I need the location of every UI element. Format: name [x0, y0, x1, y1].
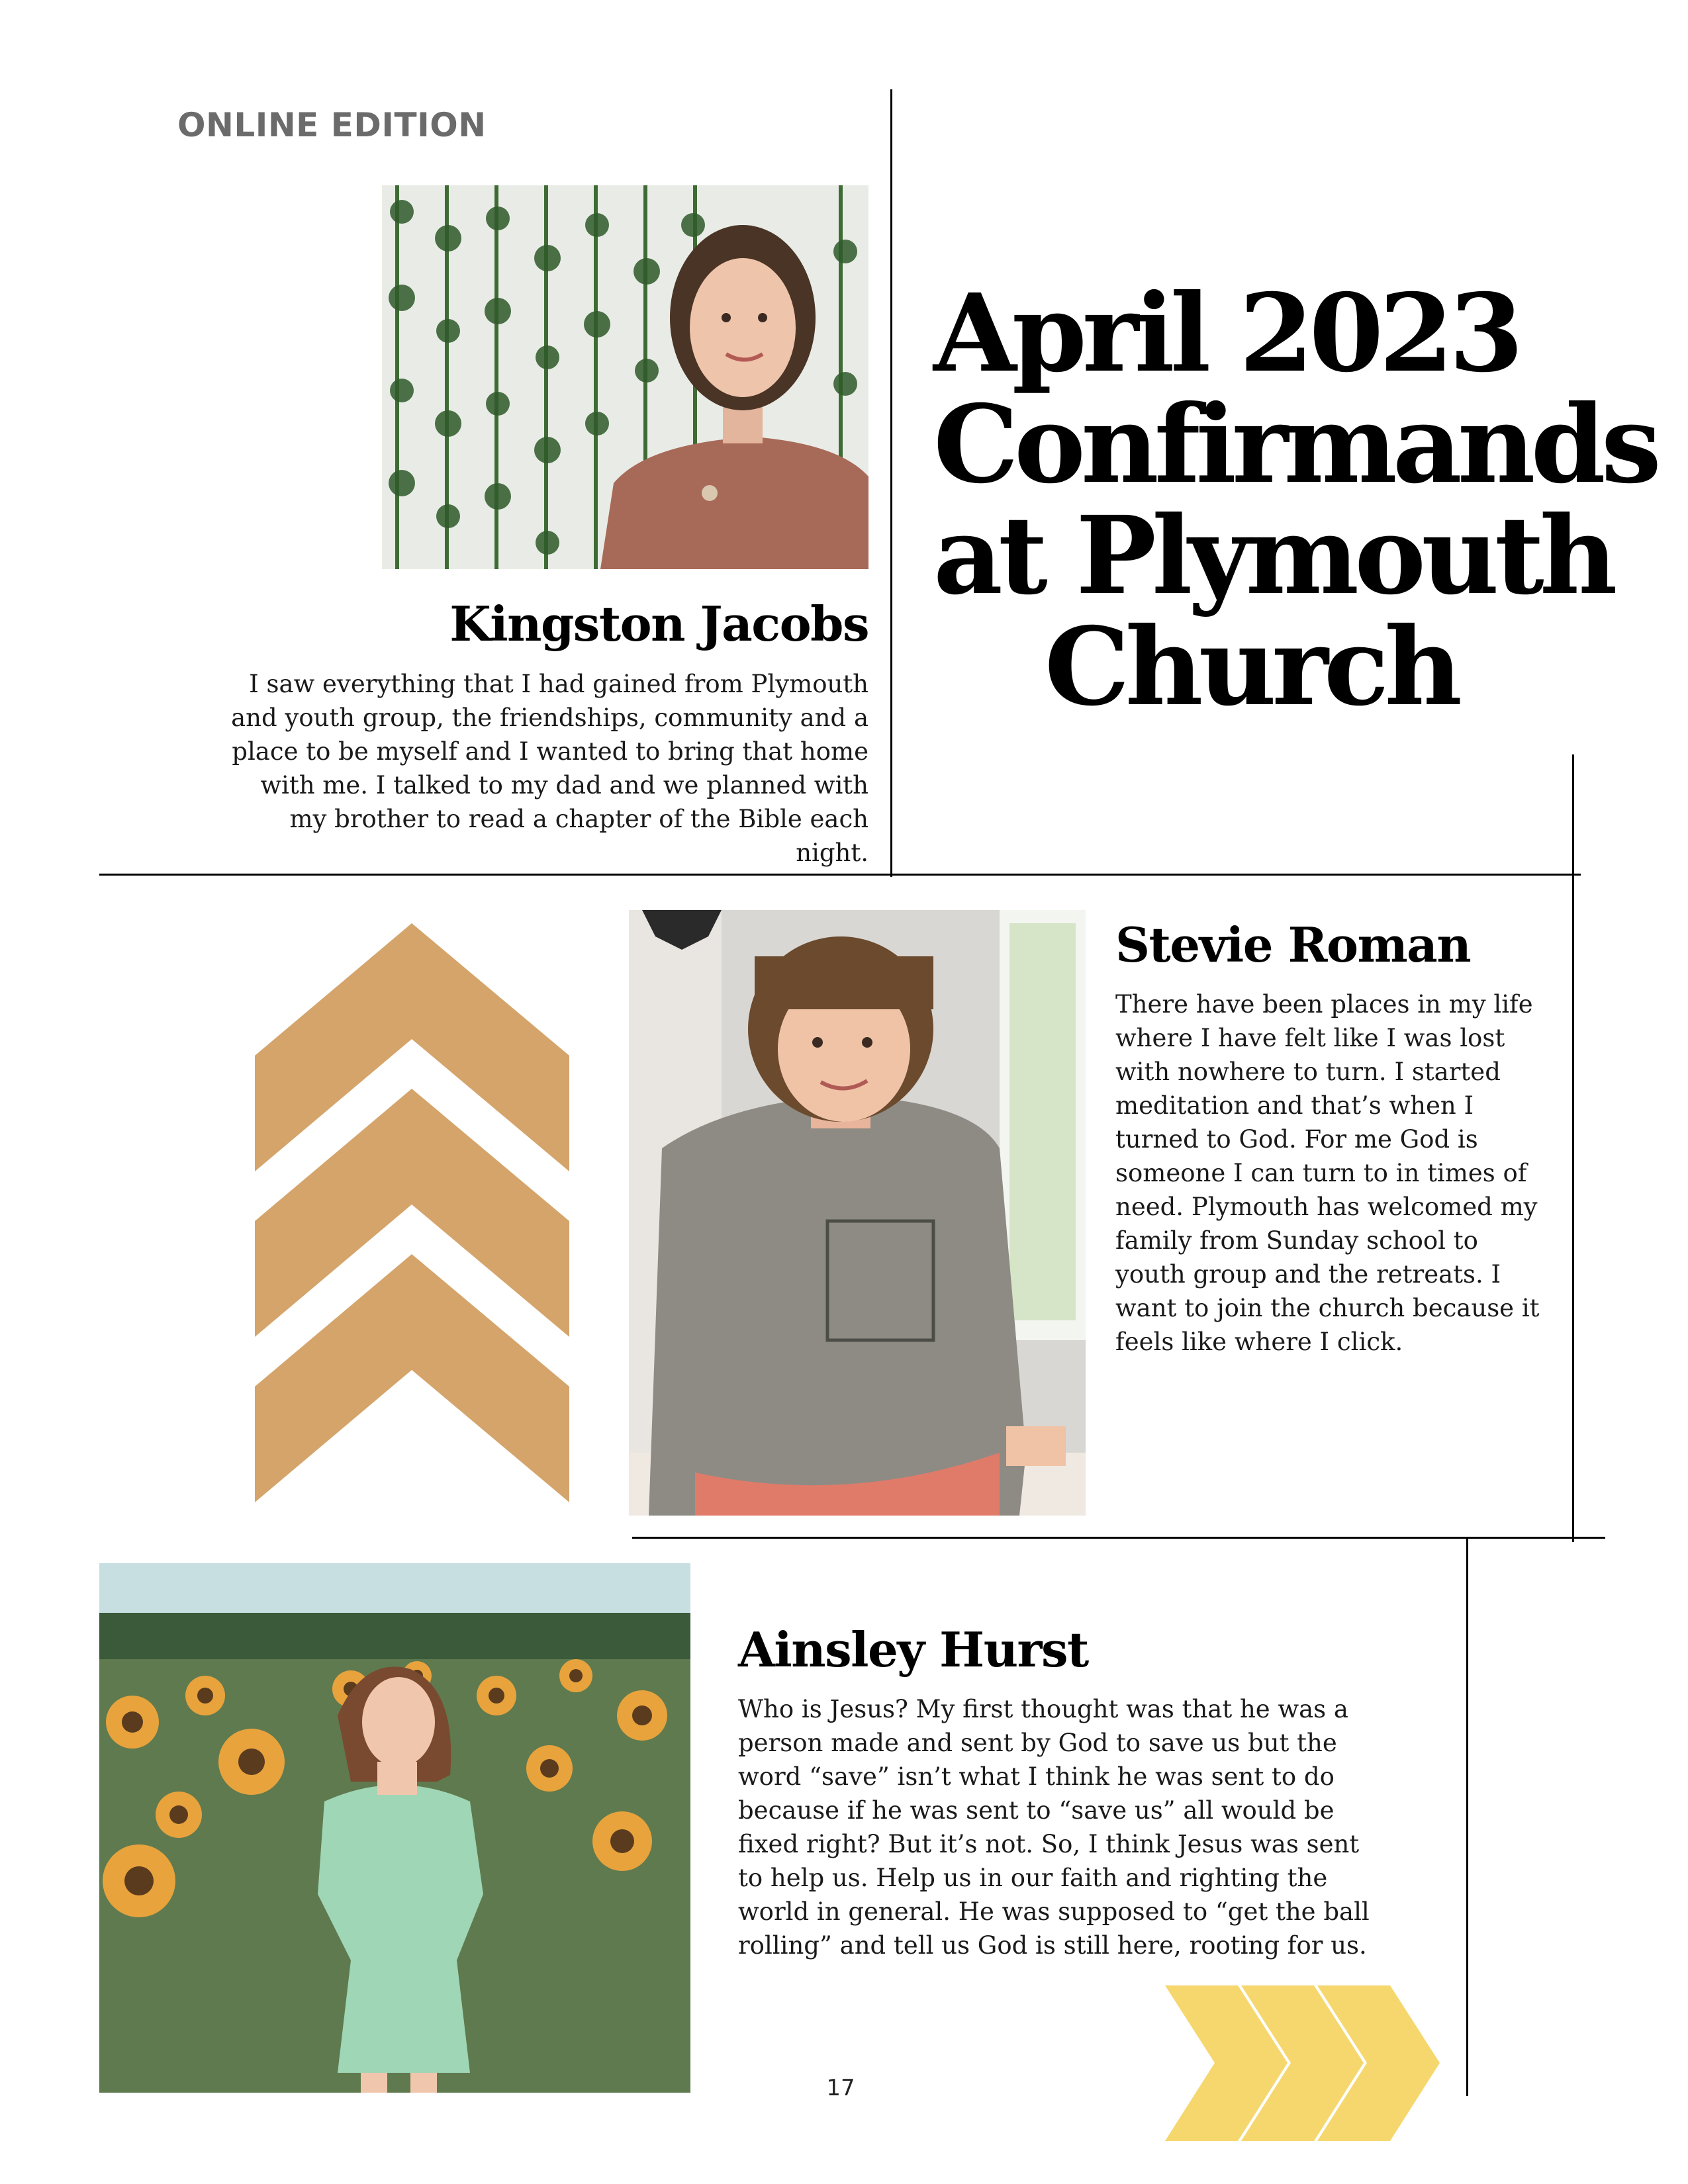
divider-horizontal-1: [99, 874, 1581, 876]
divider-horizontal-2: [632, 1537, 1605, 1539]
profile-text-kingston: I saw everything that I had gained from Plymouth and youth group, the friendships, community and a place to be myself and I wanted to bring that home with me. I talked to my dad and we planned with my brother to read a chapter of the Bible each night.: [231, 670, 868, 867]
portrait-photo-ainsley: [99, 1563, 690, 2093]
page-number: 17: [826, 2075, 855, 2101]
page-title: [933, 271, 1657, 730]
title-line-1: April 2023: [933, 271, 1519, 396]
profile-text-stevie: There have been places in my life where I have felt like I was lost with nowhere to turn. I started meditation and that’s when I turned to God. For me God is someone I can turn to in times of need. Plymouth has welcomed my family from Sunday school to youth group and the retreats. I want to join the church because it feels like where I click.: [1115, 990, 1540, 1356]
profile-name-stevie: Stevie Roman: [1115, 917, 1471, 973]
portrait-photo-stevie: [629, 910, 1086, 1516]
title-line-4: Church: [1044, 604, 1458, 730]
title-line-2: Confirmands: [933, 382, 1657, 508]
divider-vertical-right-2: [1466, 1537, 1468, 2096]
chevron-right-icon: [1165, 1985, 1443, 2141]
profile-text-ainsley: Who is Jesus? My first thought was that he was a person made and sent by God to save us but the word “save” isn’t what I think he was sent to do because if he was sent to “save us” all would be fixed right? But it’s not. So, I think Jesus was sent to help us. Help us in our faith and righting the world in general. He was supposed to “get the ball rolling” and tell us God is still here, rooting for us.: [738, 1695, 1370, 1960]
profile-name-kingston: Kingston Jacobs: [449, 596, 868, 652]
edition-label: ONLINE EDITION: [177, 106, 487, 144]
portrait-photo-kingston: [382, 185, 868, 569]
profile-name-ainsley: Ainsley Hurst: [738, 1621, 1088, 1678]
divider-vertical-top: [890, 89, 892, 877]
title-line-3: at Plymouth: [933, 493, 1613, 619]
chevron-up-icon: [255, 923, 569, 1502]
divider-vertical-right-1: [1572, 754, 1574, 1542]
